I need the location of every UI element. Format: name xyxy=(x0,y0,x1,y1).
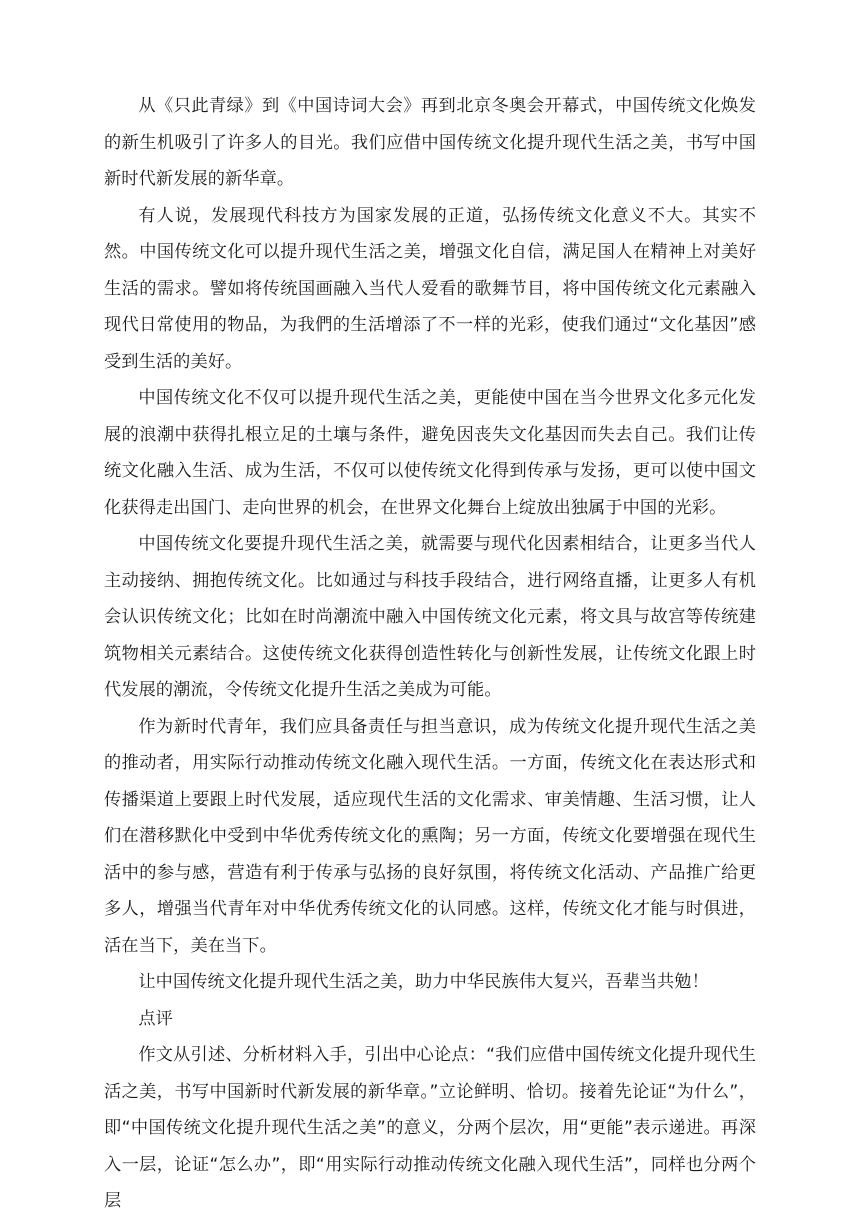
paragraph-3: 中国传统文化不仅可以提升现代生活之美，更能使中国在当今世界文化多元化发展的浪潮中获得扎根立足的土壤与条件，避免因丧失文化基因而失去自己。我们让传统文化融入生活、成为生活，不仅可以使传统文化得到传承与发扬，更可以使中国文化获得走出国门、走向世界的机会，在世界文化舞台上绽放出独属于中国的光彩。 xyxy=(104,388,756,518)
review-paragraph: 作文从引述、分析材料入手，引出中心论点：“我们应借中国传统文化提升现代生活之美，书写中国新时代新发展的新华章。”立论鲜明、恰切。接着先论证“为什么”，即“中国传统文化提升现代生活之美”的意义，分两个层次，用“更能”表示递进。再深入一层，论证“怎么办”，即“用实际行动推动传统文化融入现代生活”，同样也分两个层 xyxy=(104,1045,756,1211)
paragraph-5: 作为新时代青年，我们应具备责任与担当意识，成为传统文化提升现代生活之美的推动者，用实际行动推动传统文化融入现代生活。一方面，传统文化在表达形式和传播渠道上要跟上时代发展，适应现代生活的文化需求、审美情趣、生活习惯，让人们在潜移默化中受到中华优秀传统文化的熏陶；另一方面，传统文化要增强在现代生活中的参与感，营造有利于传承与弘扬的良好氛围，将传统文化活动、产品推广给更多人，增强当代青年对中华优秀传统文化的认同感。这样，传统文化才能与时俱进，活在当下，美在当下。 xyxy=(104,716,756,956)
review-heading: 点评 xyxy=(138,1008,173,1029)
paragraph-6: 让中国传统文化提升现代生活之美，助力中华民族伟大复兴，吾辈当共勉！ xyxy=(138,972,709,992)
paragraph-1: 从《只此青绿》到《中国诗词大会》再到北京冬奥会开幕式，中国传统文化焕发的新生机吸引了许多人的目光。我们应借中国传统文化提升现代生活之美，书写中国新时代新发展的新华章。 xyxy=(104,96,756,189)
paragraph-4: 中国传统文化要提升现代生活之美，就需要与现代化因素相结合，让更多当代人主动接纳、拥抱传统文化。比如通过与科技手段结合，进行网络直播，让更多人有机会认识传统文化；比如在时尚潮流中融入中国传统文化元素，将文具与故宫等传统建筑物相关元素结合。这使传统文化获得创造性转化与创新性发展，让传统文化跟上时代发展的潮流，令传统文化提升生活之美成为可能。 xyxy=(104,534,756,700)
document-body xyxy=(104,88,756,1220)
paragraph-2: 有人说，发展现代科技方为国家发展的正道，弘扬传统文化意义不大。其实不然。中国传统文化可以提升现代生活之美，增强文化自信，满足国人在精神上对美好生活的需求。譬如将传统国画融入当代人爱看的歌舞节目，将中国传统文化元素融入现代日常使用的物品，为我們的生活增添了不一样的光彩，使我们通过“文化基因”感受到生活的美好。 xyxy=(104,205,756,372)
